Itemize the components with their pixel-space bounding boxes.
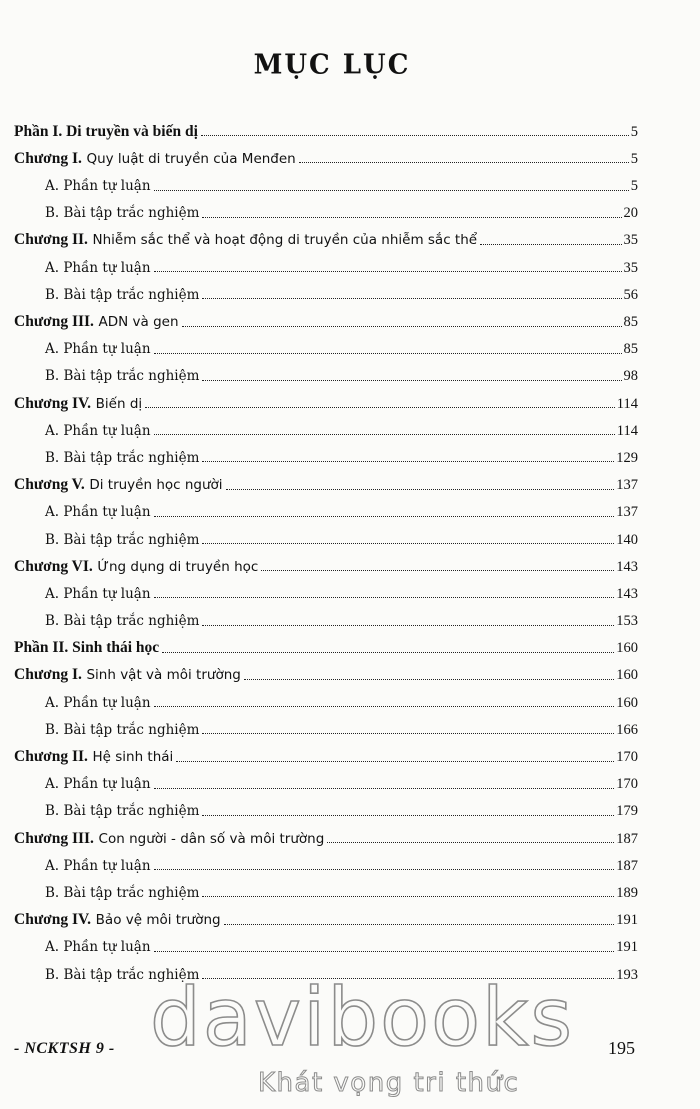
toc-entry-sub bbox=[14, 846, 638, 873]
dot-leader bbox=[154, 516, 615, 517]
toc-entry-label: A. Phần tự luận bbox=[45, 422, 151, 439]
toc-entry-page: 189 bbox=[616, 884, 638, 901]
toc-entry-label: B. Bài tập trắc nghiệm bbox=[45, 613, 200, 630]
chapter-title: Hệ sinh thái bbox=[92, 749, 174, 765]
toc-entry-chapter bbox=[14, 302, 638, 329]
chapter-number: Chương IV. bbox=[14, 394, 92, 412]
dot-leader bbox=[202, 461, 614, 462]
toc-entry-sub bbox=[14, 194, 638, 221]
toc-entry-label: B. Bài tập trắc nghiệm bbox=[45, 286, 200, 303]
chapter-number: Chương IV. bbox=[14, 911, 92, 929]
toc-entry-page: 98 bbox=[623, 368, 638, 385]
toc-entry-label bbox=[14, 314, 179, 330]
toc-entry-page: 187 bbox=[616, 830, 638, 847]
toc-entry-page: 160 bbox=[616, 640, 638, 657]
toc-entry-page: 5 bbox=[630, 150, 638, 167]
dot-leader bbox=[202, 380, 621, 381]
toc-entry-page: 170 bbox=[616, 749, 638, 765]
toc-entry-sub bbox=[14, 493, 638, 520]
toc-entry-sub bbox=[14, 520, 638, 547]
toc-entry-label bbox=[14, 831, 324, 847]
toc-entry-sub bbox=[14, 330, 638, 357]
toc-entry-page: 5 bbox=[630, 123, 638, 140]
toc-entry-sub bbox=[14, 683, 638, 710]
chapter-number: Chương I. bbox=[14, 666, 82, 684]
dot-leader bbox=[202, 625, 614, 626]
toc-entry-page: 35 bbox=[623, 259, 638, 276]
dot-leader bbox=[226, 489, 615, 490]
toc-entry-page: 153 bbox=[616, 613, 638, 630]
chapter-number: Chương V. bbox=[14, 476, 85, 494]
toc-entry-label: B. Bài tập trắc nghiệm bbox=[45, 803, 200, 820]
toc-entry-page: 143 bbox=[616, 558, 638, 575]
toc-entry-label: B. Bài tập trắc nghiệm bbox=[45, 721, 200, 738]
toc-entry-label: A. Phần tự luận bbox=[45, 504, 151, 521]
toc-entry-page: 166 bbox=[616, 721, 638, 738]
dot-leader bbox=[154, 706, 615, 707]
dot-leader bbox=[182, 326, 622, 327]
dot-leader bbox=[224, 924, 615, 925]
dot-leader bbox=[154, 869, 615, 870]
toc-entry-page: 85 bbox=[623, 314, 638, 330]
chapter-title: Nhiễm sắc thể và hoạt động di truyền của nhiễm sắc thể bbox=[92, 232, 478, 249]
toc-entry-label: B. Bài tập trắc nghiệm bbox=[45, 884, 200, 901]
toc-entry-page: 20 bbox=[623, 205, 638, 222]
running-title: - NCKTSH 9 - bbox=[14, 1040, 115, 1057]
toc-entry-chapter bbox=[14, 819, 638, 846]
toc-entry-page: 160 bbox=[616, 694, 638, 711]
toc-entry-chapter bbox=[14, 139, 638, 166]
dot-leader bbox=[299, 162, 629, 163]
toc-entry-page: 85 bbox=[623, 341, 638, 358]
chapter-number: Chương III. bbox=[14, 313, 94, 330]
toc-entry-page: 193 bbox=[616, 966, 638, 983]
toc-entry-chapter bbox=[14, 656, 638, 683]
toc-entry-page: 5 bbox=[630, 178, 638, 195]
toc-entry-label: Phần I. Di truyền và biến dị bbox=[14, 122, 198, 140]
toc-entry-page: 114 bbox=[616, 395, 638, 412]
toc-entry-label: B. Bài tập trắc nghiệm bbox=[45, 966, 200, 983]
toc-entry-label bbox=[14, 749, 173, 765]
watermark-brand: davibooks bbox=[150, 971, 575, 1064]
toc-entry-sub bbox=[14, 873, 638, 900]
toc-entry-page: 179 bbox=[616, 803, 638, 820]
toc-entry-label: A. Phần tự luận bbox=[45, 939, 151, 956]
dot-leader bbox=[154, 951, 615, 952]
toc-entry-page: 129 bbox=[616, 449, 638, 466]
toc-entry-sub bbox=[14, 710, 638, 737]
toc-entry-sub bbox=[14, 574, 638, 601]
dot-leader bbox=[154, 190, 629, 191]
dot-leader bbox=[327, 842, 614, 843]
chapter-title: Sinh vật và môi trường bbox=[86, 667, 241, 684]
dot-leader bbox=[202, 896, 614, 897]
chapter-title: Quy luật di truyền của Menđen bbox=[86, 150, 296, 167]
toc-entry-label: A. Phần tự luận bbox=[45, 178, 151, 195]
table-of-contents bbox=[14, 112, 638, 982]
dot-leader bbox=[202, 217, 621, 218]
chapter-title: Con người - dân số và môi trường bbox=[98, 830, 325, 847]
toc-entry-label: B. Bài tập trắc nghiệm bbox=[45, 368, 200, 385]
dot-leader bbox=[162, 652, 614, 653]
toc-entry-page: 191 bbox=[616, 912, 638, 929]
toc-entry-label: A. Phần tự luận bbox=[45, 259, 151, 276]
dot-leader bbox=[154, 353, 622, 354]
chapter-number: Chương II. bbox=[14, 231, 88, 249]
toc-entry-sub bbox=[14, 357, 638, 384]
toc-entry-chapter bbox=[14, 900, 638, 927]
toc-entry-label bbox=[14, 477, 223, 493]
toc-entry-part bbox=[14, 629, 638, 656]
toc-entry-chapter bbox=[14, 465, 638, 492]
toc-entry-sub bbox=[14, 411, 638, 438]
toc-entry-label bbox=[14, 151, 296, 167]
toc-entry-label bbox=[14, 232, 477, 248]
dot-leader bbox=[202, 733, 614, 734]
toc-entry-sub bbox=[14, 601, 638, 628]
toc-entry-page: 56 bbox=[623, 286, 638, 303]
toc-entry-chapter bbox=[14, 221, 638, 248]
chapter-number: Chương I. bbox=[14, 149, 82, 167]
toc-entry-page: 170 bbox=[616, 776, 638, 793]
toc-entry-label bbox=[14, 559, 258, 575]
toc-entry-label: B. Bài tập trắc nghiệm bbox=[45, 205, 200, 222]
toc-entry-label: Phần II. Sinh thái học bbox=[14, 639, 160, 657]
toc-entry-label: A. Phần tự luận bbox=[45, 857, 151, 874]
toc-entry-label: B. Bài tập trắc nghiệm bbox=[45, 531, 200, 548]
chapter-number: Chương II. bbox=[14, 748, 88, 765]
toc-entry-page: 114 bbox=[616, 422, 638, 439]
toc-entry-page: 187 bbox=[616, 857, 638, 874]
toc-entry-sub bbox=[14, 275, 638, 302]
toc-entry-label: A. Phần tự luận bbox=[45, 776, 151, 793]
toc-entry-page: 160 bbox=[616, 667, 638, 684]
toc-entry-sub bbox=[14, 928, 638, 955]
toc-entry-label: A. Phần tự luận bbox=[45, 341, 151, 358]
dot-leader bbox=[202, 815, 614, 816]
toc-entry-page: 143 bbox=[616, 585, 638, 602]
toc-entry-label: A. Phần tự luận bbox=[45, 585, 151, 602]
chapter-title: Di truyền học người bbox=[89, 477, 223, 494]
toc-entry-label: A. Phần tự luận bbox=[45, 694, 151, 711]
dot-leader bbox=[202, 298, 621, 299]
toc-entry-part bbox=[14, 112, 638, 139]
toc-entry-chapter bbox=[14, 547, 638, 574]
chapter-title: ADN và gen bbox=[98, 314, 179, 330]
dot-leader bbox=[154, 271, 622, 272]
toc-entry-sub bbox=[14, 438, 638, 465]
dot-leader bbox=[176, 761, 614, 762]
toc-entry-label: B. Bài tập trắc nghiệm bbox=[45, 449, 200, 466]
page-title: MỤC LỤC bbox=[253, 49, 411, 81]
dot-leader bbox=[154, 788, 615, 789]
dot-leader bbox=[480, 244, 621, 245]
dot-leader bbox=[201, 135, 629, 136]
dot-leader bbox=[154, 597, 615, 598]
toc-entry-chapter bbox=[14, 737, 638, 764]
toc-entry-label bbox=[14, 667, 241, 683]
toc-entry-page: 35 bbox=[623, 232, 638, 249]
toc-entry-page: 137 bbox=[616, 504, 638, 521]
toc-entry-page: 191 bbox=[616, 939, 638, 956]
chapter-title: Bảo vệ môi trường bbox=[95, 912, 221, 929]
toc-entry-chapter bbox=[14, 384, 638, 411]
toc-entry-page: 140 bbox=[616, 531, 638, 548]
toc-entry-sub bbox=[14, 248, 638, 275]
dot-leader bbox=[261, 570, 614, 571]
dot-leader bbox=[202, 543, 614, 544]
chapter-number: Chương III. bbox=[14, 829, 94, 847]
toc-entry-sub bbox=[14, 765, 638, 792]
chapter-title: Biến dị bbox=[95, 395, 143, 412]
toc-entry-sub bbox=[14, 792, 638, 819]
toc-entry-page: 137 bbox=[616, 477, 638, 494]
toc-entry-label bbox=[14, 912, 221, 928]
watermark-slogan: Khát vọng tri thức bbox=[258, 1068, 520, 1098]
dot-leader bbox=[154, 434, 615, 435]
page-number: 195 bbox=[608, 1038, 635, 1058]
toc-entry-label bbox=[14, 396, 142, 412]
chapter-title: Ứng dụng di truyền học bbox=[97, 558, 259, 575]
chapter-number: Chương VI. bbox=[14, 557, 93, 575]
dot-leader bbox=[244, 679, 614, 680]
toc-entry-sub bbox=[14, 166, 638, 193]
dot-leader bbox=[145, 407, 615, 408]
